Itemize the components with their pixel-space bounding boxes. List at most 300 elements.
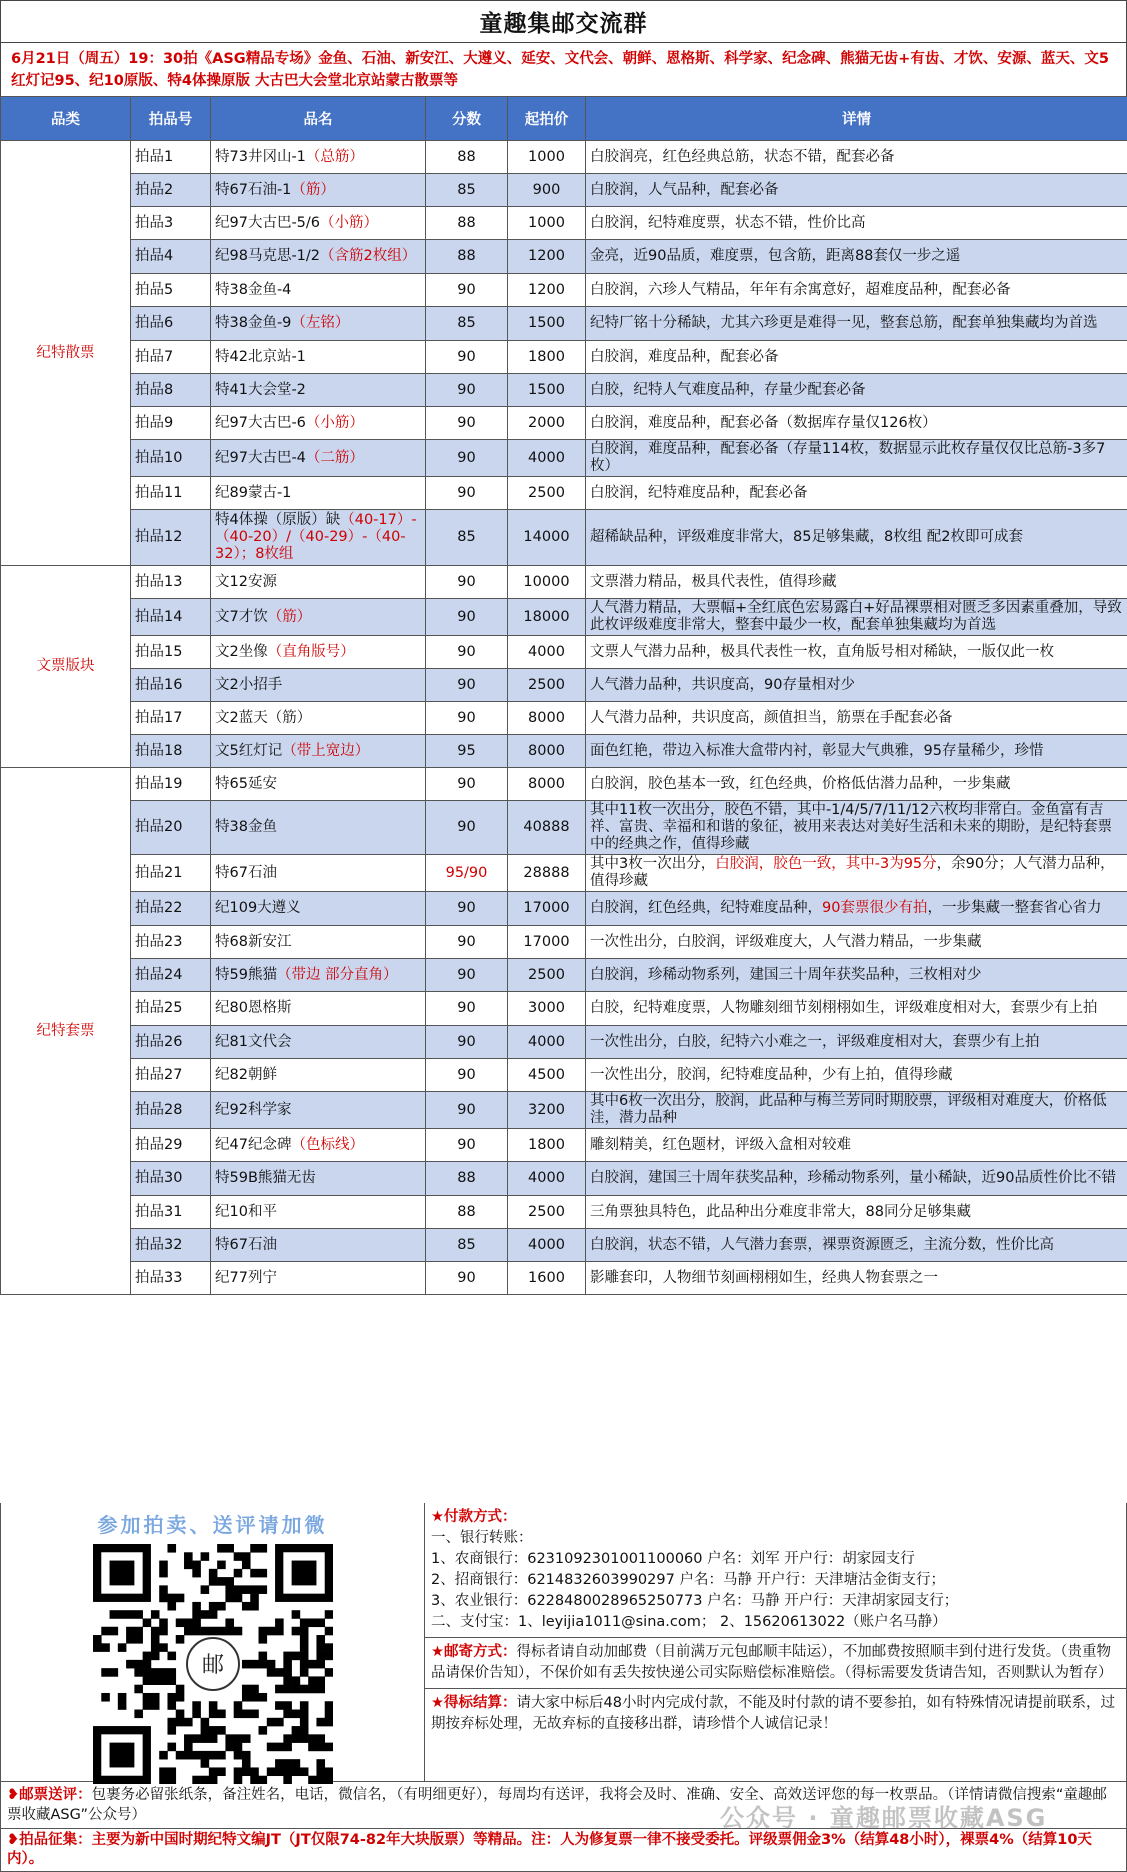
qr-module: [150, 1676, 159, 1685]
lot-number: 拍品6: [131, 307, 211, 341]
item-name-text: 文2蓝天（筋）: [215, 709, 312, 726]
item-name-text: 纪97大古巴-5/6: [215, 214, 321, 231]
qr-module: [324, 1627, 332, 1636]
table-row: [1, 374, 1127, 407]
qr-module: [192, 1751, 201, 1760]
settle-section: [425, 1689, 1126, 1739]
start-price: 3000: [508, 992, 586, 1026]
qr-module: [134, 1610, 143, 1619]
qr-module: [299, 1660, 308, 1669]
qr-module: [241, 1734, 250, 1743]
item-name-note: （总筋）: [305, 148, 364, 165]
qr-module: [299, 1710, 308, 1719]
qr-module: [250, 1569, 259, 1578]
details: 一次性出分，胶润，纪特难度品种，少有上拍，值得珍藏: [586, 1059, 1127, 1092]
qr-module: [159, 1643, 168, 1652]
table-row: [1, 341, 1127, 374]
table-row: [1, 1196, 1127, 1229]
lot-number: 拍品28: [131, 1092, 211, 1129]
details: 白胶，纪特人气难度品种，存量少配套必备: [586, 374, 1127, 407]
payment-line: 二、支付宝：1、leyijia1011@sina.com； 2、15620613022（账户名马静）: [431, 1614, 947, 1630]
qr-module: [299, 1643, 308, 1652]
qr-module: [109, 1627, 118, 1636]
lot-number: 拍品18: [131, 735, 211, 768]
details-part: ，余90分；人气潜力品种，值得珍藏: [590, 856, 1115, 889]
qr-module: [233, 1701, 242, 1710]
qr-module: [283, 1701, 292, 1710]
start-price: 8000: [508, 735, 586, 768]
item-name-note: （小筋）: [305, 414, 364, 431]
qr-module: [184, 1618, 193, 1627]
score: 85: [426, 1229, 508, 1262]
details: 纪特厂铭十分稀缺，尤其六珍更是难得一见，整套总筋，配套单独集藏均为首选: [586, 307, 1127, 341]
score: 90: [426, 407, 508, 440]
qr-module: [266, 1668, 275, 1677]
details: 白胶润，建国三十周年获奖品种，珍稀动物系列，量小稀缺，近90品质性价比不错: [586, 1162, 1127, 1196]
qr-module: [291, 1652, 300, 1661]
qr-module: [291, 1759, 300, 1768]
score: 90: [426, 992, 508, 1026]
details: 文票人气潜力品种，极具代表性一枚，直角版号相对稀缺，一版仅此一枚: [586, 636, 1127, 669]
qr-module: [208, 1734, 217, 1743]
item-name-text: 纪98马克思-1/2: [215, 248, 321, 264]
qr-module: [241, 1585, 250, 1594]
item-name-note: （二筋）: [305, 449, 364, 466]
lot-number: 拍品7: [131, 341, 211, 374]
item-name-text: 特65延安: [215, 775, 277, 792]
qr-module: [291, 1685, 300, 1694]
qr-module: [217, 1710, 226, 1719]
qr-module: [316, 1743, 325, 1752]
qr-module: [126, 1660, 135, 1669]
lot-number: 拍品1: [131, 141, 211, 174]
info-section: [0, 1503, 1127, 1782]
lot-number: 拍品25: [131, 992, 211, 1026]
qr-module: [184, 1561, 193, 1570]
item-name: [211, 801, 426, 855]
qr-module: [167, 1652, 176, 1661]
qr-module: [233, 1552, 242, 1561]
qr-module: [184, 1627, 193, 1636]
qr-module: [217, 1544, 226, 1553]
settle-text: 请大家中标后48小时内完成付款，不能及时付款的请不要参拍，如有特殊情况请提前联系，过期按弃标处理，无故弃标的直接移出群，请珍惜个人诚信记录！: [431, 1695, 1115, 1732]
qr-module: [275, 1718, 284, 1727]
details: 其中6枚一次出分，胶润，此品种与梅兰芳同时期胶票，评级相对难度大，价格低洼，潜力品种: [586, 1092, 1127, 1129]
qr-module: [316, 1685, 325, 1694]
qr-module: [299, 1701, 308, 1710]
qr-module: [175, 1635, 184, 1644]
item-name: [211, 1262, 426, 1295]
item-name: [211, 1059, 426, 1092]
table-row: [1, 440, 1127, 477]
start-price: 1600: [508, 1262, 586, 1295]
qr-module: [167, 1743, 176, 1752]
qr-module: [192, 1710, 201, 1719]
lot-number: 拍品3: [131, 207, 211, 240]
item-name: [211, 141, 426, 174]
table-row: [1, 1229, 1127, 1262]
qr-module: [250, 1767, 259, 1776]
qr-module: [275, 1743, 284, 1752]
header-item-name: 品名: [211, 97, 426, 141]
qr-module: [217, 1751, 226, 1760]
item-name-text: 纪80恩格斯: [215, 1000, 292, 1016]
score: 90: [426, 1092, 508, 1129]
lot-number: 拍品13: [131, 566, 211, 599]
qr-module: [134, 1635, 143, 1644]
start-price: 4000: [508, 1162, 586, 1196]
score: 90: [426, 1262, 508, 1295]
item-name: [211, 1129, 426, 1162]
qr-module: [159, 1618, 168, 1627]
details-part: ，一步集藏一整套省心省力: [927, 900, 1102, 916]
qr-module: [192, 1627, 201, 1636]
item-name: [211, 477, 426, 510]
qr-module: [275, 1618, 284, 1627]
item-name-note: （筋）: [267, 608, 312, 625]
start-price: 2500: [508, 477, 586, 510]
score: 90: [426, 768, 508, 801]
qr-module: [134, 1685, 143, 1694]
item-name: [211, 274, 426, 307]
start-price: 2500: [508, 959, 586, 992]
qr-module: [167, 1602, 176, 1611]
qr-module: [167, 1726, 176, 1735]
qr-module: [258, 1693, 267, 1702]
item-name-text: 特68新安江: [215, 933, 292, 950]
details: 三角票独具特色，此品种出分难度非常大，88同分足够集藏: [586, 1196, 1127, 1229]
qr-module: [159, 1569, 168, 1578]
score: 90: [426, 341, 508, 374]
score: 95: [426, 735, 508, 768]
qr-module: [241, 1693, 250, 1702]
item-name-note: （小筋）: [320, 214, 379, 231]
qr-module: [150, 1635, 159, 1644]
start-price: 4000: [508, 440, 586, 477]
qr-module: [250, 1594, 259, 1603]
score: 90: [426, 477, 508, 510]
qr-module: [167, 1668, 176, 1677]
start-price: 3200: [508, 1092, 586, 1129]
item-name-note: （左铭）: [291, 315, 350, 331]
lot-number: 拍品19: [131, 768, 211, 801]
start-price: 4000: [508, 1229, 586, 1262]
qr-module: [241, 1685, 250, 1694]
qr-module: [258, 1627, 267, 1636]
qr-module: [150, 1668, 159, 1677]
qr-module: [308, 1685, 317, 1694]
qr-module: [258, 1652, 267, 1661]
table-row: [1, 926, 1127, 959]
score: 85: [426, 307, 508, 341]
header-start-price: 起拍价: [508, 97, 586, 141]
item-name-text: 纪109大遵义: [215, 900, 301, 916]
qr-module: [283, 1652, 292, 1661]
lot-number: 拍品10: [131, 440, 211, 477]
qr-module: [225, 1594, 234, 1603]
qr-module: [142, 1660, 151, 1669]
qr-module: [291, 1710, 300, 1719]
qr-module: [159, 1767, 168, 1776]
item-name-text: 特67石油: [215, 864, 277, 881]
qr-module: [184, 1743, 193, 1752]
item-name-note: （直角版号）: [267, 643, 355, 660]
details: 白胶润亮，红色经典总筋，状态不错，配套必备: [586, 141, 1127, 174]
score: 85: [426, 174, 508, 207]
qr-module: [184, 1552, 193, 1561]
qr-module: [175, 1594, 184, 1603]
start-price: 1800: [508, 1129, 586, 1162]
lot-number: 拍品2: [131, 174, 211, 207]
item-name-text: 特59熊猫: [215, 966, 277, 983]
qr-title: 参加拍卖、送评请加微: [97, 1513, 328, 1537]
lot-number: 拍品20: [131, 801, 211, 855]
header-details: 详情: [586, 97, 1127, 141]
qr-module: [167, 1693, 176, 1702]
lot-number: 拍品12: [131, 510, 211, 566]
score: 90: [426, 440, 508, 477]
details: 金亮，近90品质，难度票，包含筋，距离88套仅一步之遥: [586, 240, 1127, 274]
qr-module: [324, 1743, 332, 1752]
table-row: [1, 274, 1127, 307]
qr-module: [308, 1734, 317, 1743]
table-row: [1, 855, 1127, 892]
qr-code-image: [93, 1544, 333, 1784]
qr-module: [217, 1602, 226, 1611]
table-row: [1, 599, 1127, 636]
table-row: [1, 959, 1127, 992]
auction-subtitle: 6月21日（周五）19：30拍《ASG精品专场》金鱼、石油、新安江、大遵义、延安、文代会、朝鲜、恩格斯、科学家、纪念碑、熊猫无齿+有齿、才饮、安源、蓝天、文5红灯记95、纪10原版、特4体操原版 大古巴大会堂北京站蒙古散票等: [0, 42, 1127, 96]
qr-module: [208, 1602, 217, 1611]
item-name: [211, 1229, 426, 1262]
item-name: [211, 959, 426, 992]
qr-module: [233, 1627, 242, 1636]
item-name-text: 特38金鱼: [215, 819, 277, 835]
grading-heading: ❥邮票送评：: [7, 1787, 92, 1803]
item-name: [211, 735, 426, 768]
score: 85: [426, 510, 508, 566]
qr-module: [316, 1643, 325, 1652]
mail-text: 得标者请自动加邮费（目前满万元包邮顺丰陆运），不加邮费按照顺丰到付进行发货。（贵重物品请保价告知），不保价如有丢失按快递公司实际赔偿标准赔偿。（得标需要发货请告知，否则默认为暂存）: [431, 1644, 1113, 1681]
qr-module: [250, 1693, 259, 1702]
item-name: [211, 636, 426, 669]
item-name-text: 纪89蒙古-1: [215, 484, 292, 501]
qr-module: [134, 1668, 143, 1677]
table-row: [1, 1026, 1127, 1059]
qr-module: [283, 1710, 292, 1719]
item-name-text: 特4体操（原版）缺: [215, 512, 341, 528]
item-name-text: 特41大会堂-2: [215, 381, 306, 398]
qr-module: [241, 1561, 250, 1570]
qr-module: [324, 1668, 332, 1677]
lot-number: 拍品22: [131, 892, 211, 926]
item-name-text: 纪10和平: [215, 1203, 277, 1220]
qr-module: [241, 1751, 250, 1760]
payment-line: 1、农商银行：6231092301001100060 户名：刘军 开户行：胡家园支行: [431, 1551, 915, 1567]
table-row: [1, 1162, 1127, 1196]
consignment-note: ❥拍品征集：主要为新中国时期纪特文编JT（JT仅限74-82年大块版票）等精品。注：人为修复票一律不接受委托。评级票佣金3%（结算48小时），裸票4%（结算10天内）。: [0, 1829, 1127, 1872]
qr-module: [126, 1610, 135, 1619]
item-name: [211, 855, 426, 892]
qr-module: [258, 1569, 267, 1578]
qr-module: [109, 1610, 118, 1619]
qr-module: [250, 1544, 259, 1553]
lot-number: 拍品23: [131, 926, 211, 959]
qr-module: [241, 1710, 250, 1719]
qr-module: [324, 1652, 332, 1661]
table-row: [1, 636, 1127, 669]
item-name: [211, 669, 426, 702]
item-name-note: （色标线）: [291, 1136, 364, 1153]
qr-module: [283, 1767, 292, 1776]
qr-module: [192, 1569, 201, 1578]
details: 面色红艳，带边入标准大盒带内衬，彰显大气典雅，95存量稀少，珍惜: [586, 735, 1127, 768]
qr-module: [117, 1693, 126, 1702]
item-name-text: 特67石油: [215, 1236, 277, 1253]
score: 90: [426, 599, 508, 636]
table-row: [1, 240, 1127, 274]
details: 人气潜力品种，共识度高，颜值担当，筋票在手配套必备: [586, 702, 1127, 735]
start-price: 17000: [508, 892, 586, 926]
qr-module: [316, 1635, 325, 1644]
details: 文票潜力精品，极具代表性，值得珍藏: [586, 566, 1127, 599]
start-price: 28888: [508, 855, 586, 892]
qr-module: [233, 1594, 242, 1603]
details: 白胶润，六珍人气精品，年年有余寓意好，超难度品种，配套必备: [586, 274, 1127, 307]
qr-module: [266, 1743, 275, 1752]
item-name-text: 特67石油-1: [215, 181, 292, 198]
item-name: [211, 926, 426, 959]
table-row: [1, 407, 1127, 440]
qr-module: [308, 1618, 317, 1627]
lot-number: 拍品31: [131, 1196, 211, 1229]
qr-module: [142, 1652, 151, 1661]
score: 90: [426, 274, 508, 307]
table-row: [1, 892, 1127, 926]
lot-number: 拍品11: [131, 477, 211, 510]
qr-module: [167, 1767, 176, 1776]
start-price: 2500: [508, 1196, 586, 1229]
qr-module: [250, 1602, 259, 1611]
qr-module: [159, 1668, 168, 1677]
qr-module: [93, 1635, 102, 1644]
details-part: 白胶润，红色经典，纪特难度品种，: [590, 900, 822, 916]
score: 90: [426, 702, 508, 735]
qr-module: [150, 1652, 159, 1661]
qr-module: [291, 1676, 300, 1685]
item-name-text: 纪77列宁: [215, 1269, 277, 1286]
table-header-row: [1, 97, 1127, 141]
details: 白胶润，人气品种，配套必备: [586, 174, 1127, 207]
qr-module: [200, 1610, 209, 1619]
start-price: 1200: [508, 274, 586, 307]
qr-module: [299, 1726, 308, 1735]
lot-number: 拍品29: [131, 1129, 211, 1162]
qr-module: [184, 1734, 193, 1743]
item-name-text: 纪82朝鲜: [215, 1066, 277, 1083]
item-name: [211, 510, 426, 566]
qr-module: [142, 1701, 151, 1710]
qr-module: [208, 1569, 217, 1578]
lot-number: 拍品16: [131, 669, 211, 702]
qr-module: [150, 1701, 159, 1710]
start-price: 1500: [508, 307, 586, 341]
lot-number: 拍品26: [131, 1026, 211, 1059]
qr-module: [134, 1710, 143, 1719]
qr-module: [225, 1618, 234, 1627]
qr-code-icon: [93, 1544, 333, 1784]
qr-module: [208, 1726, 217, 1735]
qr-module: [208, 1627, 217, 1636]
qr-module: [299, 1685, 308, 1694]
item-name: [211, 1092, 426, 1129]
qr-module: [283, 1668, 292, 1677]
item-name: [211, 407, 426, 440]
qr-finder-mark: [109, 1743, 134, 1768]
qr-module: [225, 1585, 234, 1594]
item-name: [211, 599, 426, 636]
qr-module: [250, 1660, 259, 1669]
qr-module: [200, 1552, 209, 1561]
details: 其中11枚一次出分，胶色不错，其中-1/4/5/7/11/12六枚均非常白。金鱼富有吉祥、富贵、幸福和和谐的象征，被用来表达对美好生活和未来的期盼，是纪特套票中的经典之作，值得珍藏: [586, 801, 1127, 855]
qr-module: [283, 1759, 292, 1768]
payment-section: [425, 1503, 1126, 1638]
start-price: 4000: [508, 1026, 586, 1059]
qr-module: [258, 1660, 267, 1669]
qr-module: [275, 1759, 284, 1768]
mail-section: [425, 1638, 1126, 1689]
item-name-text: 纪81文代会: [215, 1033, 292, 1050]
lot-number: 拍品5: [131, 274, 211, 307]
qr-module: [117, 1701, 126, 1710]
auction-table: [0, 96, 1127, 1295]
start-price: 1000: [508, 141, 586, 174]
qr-module: [299, 1652, 308, 1661]
details: [586, 855, 1127, 892]
qr-module: [175, 1718, 184, 1727]
qr-module: [233, 1710, 242, 1719]
qr-module: [167, 1544, 176, 1553]
details-part: 90套票很少有拍: [822, 900, 928, 916]
start-price: 18000: [508, 599, 586, 636]
qr-module: [184, 1718, 193, 1727]
qr-module: [217, 1561, 226, 1570]
qr-module: [241, 1660, 250, 1669]
qr-module: [316, 1618, 325, 1627]
qr-module: [283, 1734, 292, 1743]
item-name-text: 特38金鱼-4: [215, 281, 292, 298]
qr-module: [316, 1718, 325, 1727]
table-row: [1, 174, 1127, 207]
start-price: 2000: [508, 407, 586, 440]
lot-number: 拍品4: [131, 240, 211, 274]
score: 90: [426, 669, 508, 702]
qr-module: [175, 1693, 184, 1702]
item-name: [211, 768, 426, 801]
table-row: [1, 307, 1127, 341]
category-cell: 纪特套票: [1, 768, 131, 1295]
score: 90: [426, 566, 508, 599]
header-score: 分数: [426, 97, 508, 141]
table-row: [1, 141, 1127, 174]
score: 90: [426, 1059, 508, 1092]
qr-module: [299, 1627, 308, 1636]
qr-module: [192, 1561, 201, 1570]
qr-module: [324, 1710, 332, 1719]
qr-module: [208, 1767, 217, 1776]
qr-module: [291, 1734, 300, 1743]
qr-module: [159, 1561, 168, 1570]
